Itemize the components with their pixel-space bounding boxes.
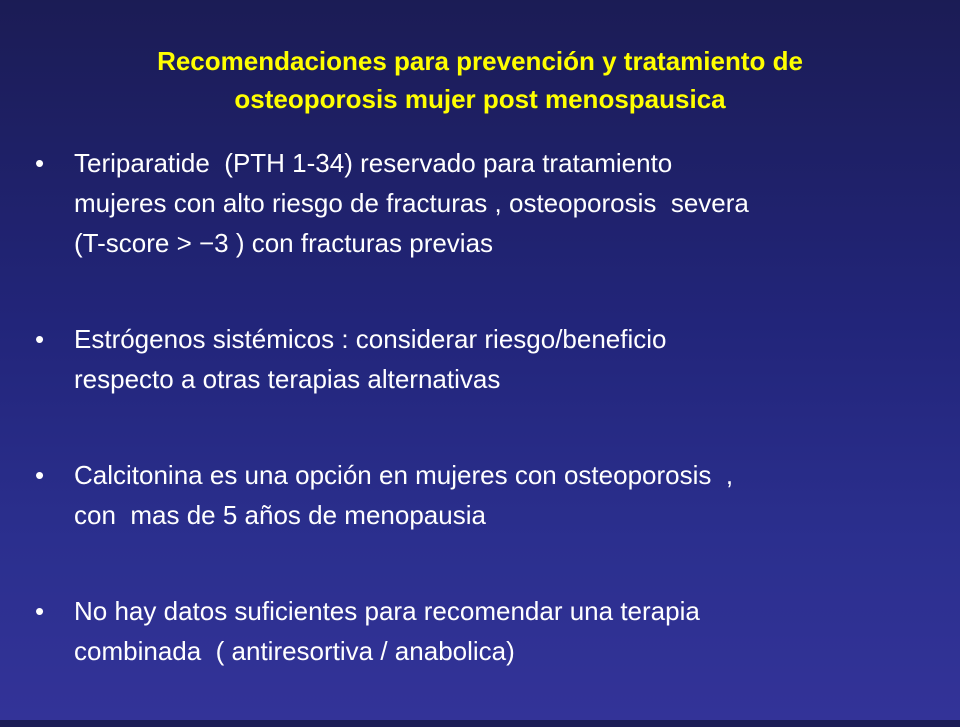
bullet-item-teriparatide bbox=[32, 143, 922, 263]
slide-title bbox=[40, 42, 920, 118]
bullet-line: Calcitonina es una opción en mujeres con osteoporosis , bbox=[74, 460, 734, 490]
slide-title-line-1: Recomendaciones para prevención y tratamiento de bbox=[157, 46, 803, 76]
bullet-line: (T-score > −3 ) con fracturas previas bbox=[74, 228, 494, 258]
bullet-dot: • bbox=[35, 324, 45, 354]
bullet-line: con mas de 5 años de menopausia bbox=[74, 500, 486, 530]
bullet-dot: • bbox=[35, 596, 45, 626]
bullet-dot: • bbox=[35, 148, 45, 178]
bullet-line: combinada ( antiresortiva / anabolica) bbox=[74, 636, 515, 666]
bullet-list bbox=[32, 143, 922, 727]
bullet-line: respecto a otras terapias alternativas bbox=[74, 364, 501, 394]
bullet-line: mujeres con alto riesgo de fracturas , osteoporosis severa bbox=[74, 188, 749, 218]
slide-title-line-2: osteoporosis mujer post menospausica bbox=[234, 84, 726, 114]
bullet-dot: • bbox=[35, 460, 45, 490]
bullet-line: Teriparatide (PTH 1-34) reservado para tratamiento bbox=[74, 148, 673, 178]
bullet-item-terapia-combinada bbox=[32, 591, 922, 671]
bullet-item-calcitonina bbox=[32, 455, 922, 535]
bullet-line: Estrógenos sistémicos : considerar riesgo/beneficio bbox=[74, 324, 667, 354]
bullet-line: No hay datos suficientes para recomendar una terapia bbox=[74, 596, 700, 626]
bullet-item-estrogenos bbox=[32, 319, 922, 399]
